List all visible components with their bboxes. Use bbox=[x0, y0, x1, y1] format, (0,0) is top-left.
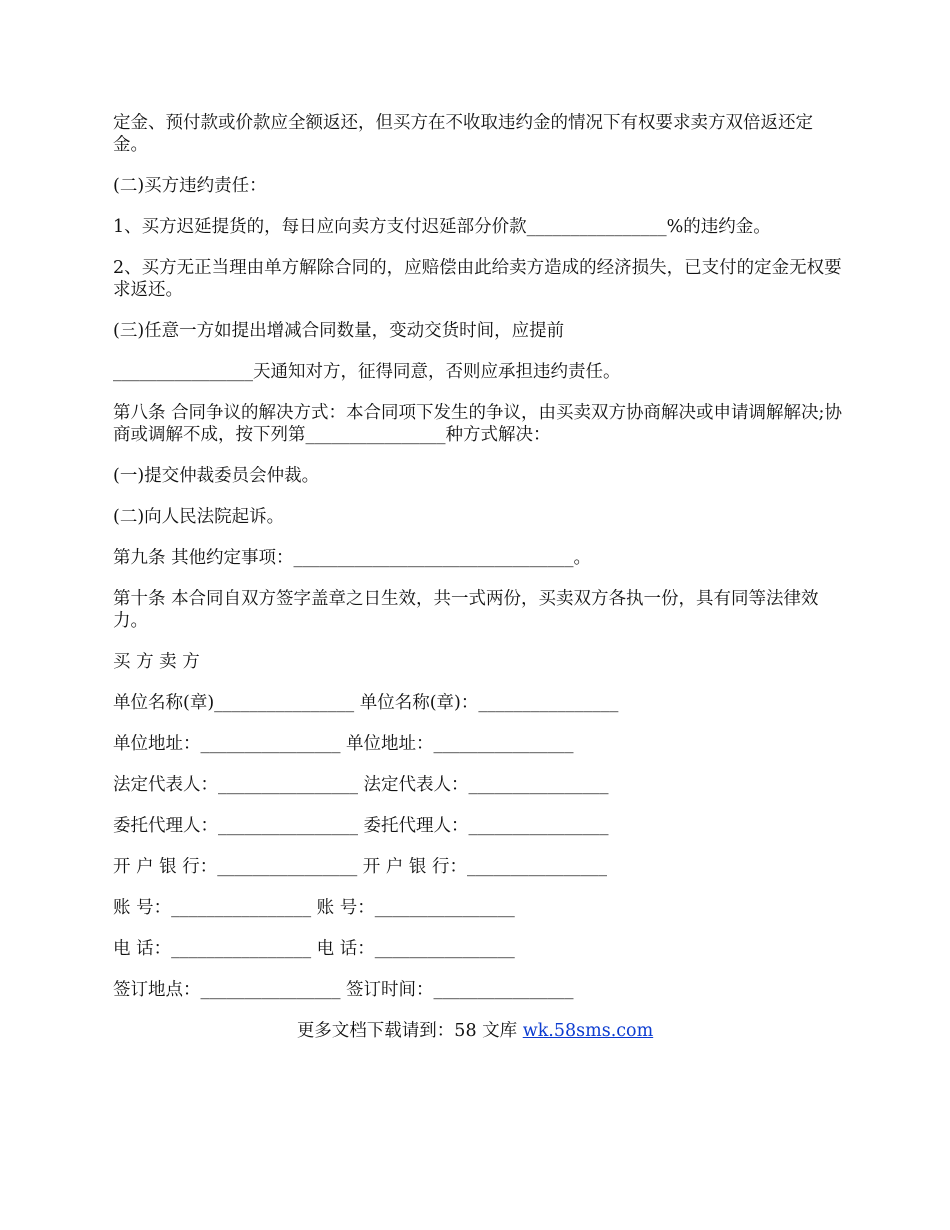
paragraph-article-8: 第八条 合同争议的解决方式：本合同项下发生的争议，由买卖双方协商解决或申请调解解决;协商或调解不成，按下列第________________种方式解决： bbox=[113, 403, 842, 445]
paragraph-quantity-change: (三)任意一方如提出增减合同数量，变动交货时间，应提前 bbox=[113, 321, 565, 341]
signature-field-phone: 电 话：________________ 电 话：________________ bbox=[113, 939, 515, 959]
footer bbox=[0, 1020, 950, 1042]
paragraph-litigation: (二)向人民法院起诉。 bbox=[113, 507, 285, 527]
signature-field-legal-rep: 法定代表人：________________ 法定代表人：________________ bbox=[113, 775, 609, 795]
paragraph-article-10: 第十条 本合同自双方签字盖章之日生效，共一式两份，买卖双方各执一份，具有同等法律效力。 bbox=[113, 589, 819, 631]
footer-link[interactable]: wk.58sms.com bbox=[522, 1021, 654, 1041]
signature-parties-heading: 买 方 卖 方 bbox=[113, 652, 200, 672]
paragraph-article-9: 第九条 其他约定事项：________________________________。 bbox=[113, 548, 592, 568]
document-body bbox=[113, 112, 843, 1020]
paragraph-buyer-liability-heading: (二)买方违约责任： bbox=[113, 176, 267, 196]
signature-field-address: 单位地址：________________ 单位地址：________________ bbox=[113, 734, 574, 754]
signature-field-bank: 开 户 银 行：________________ 开 户 银 行：________________ bbox=[113, 857, 607, 877]
paragraph-late-pickup: 1、买方迟延提货的，每日应向卖方支付迟延部分价款________________%的违约金。 bbox=[113, 217, 771, 237]
footer-text: 更多文档下载请到：58 文库 bbox=[296, 1021, 523, 1041]
signature-field-place-time: 签订地点：________________ 签订时间：________________ bbox=[113, 980, 574, 1000]
signature-field-company-name: 单位名称(章)________________ 单位名称(章)：________________ bbox=[113, 693, 619, 713]
paragraph-arbitration: (一)提交仲裁委员会仲裁。 bbox=[113, 466, 320, 486]
signature-field-agent: 委托代理人：________________ 委托代理人：________________ bbox=[113, 816, 609, 836]
paragraph-unilateral-termination: 2、买方无正当理由单方解除合同的，应赔偿由此给卖方造成的经济损失，已支付的定金无权要求返还。 bbox=[113, 258, 842, 300]
paragraph-refund-clause: 定金、预付款或价款应全额返还，但买方在不收取违约金的情况下有权要求卖方双倍返还定金。 bbox=[113, 113, 813, 155]
paragraph-notice-period: ________________天通知对方，征得同意，否则应承担违约责任。 bbox=[113, 362, 621, 382]
signature-field-account: 账 号：________________ 账 号：________________ bbox=[113, 898, 515, 918]
